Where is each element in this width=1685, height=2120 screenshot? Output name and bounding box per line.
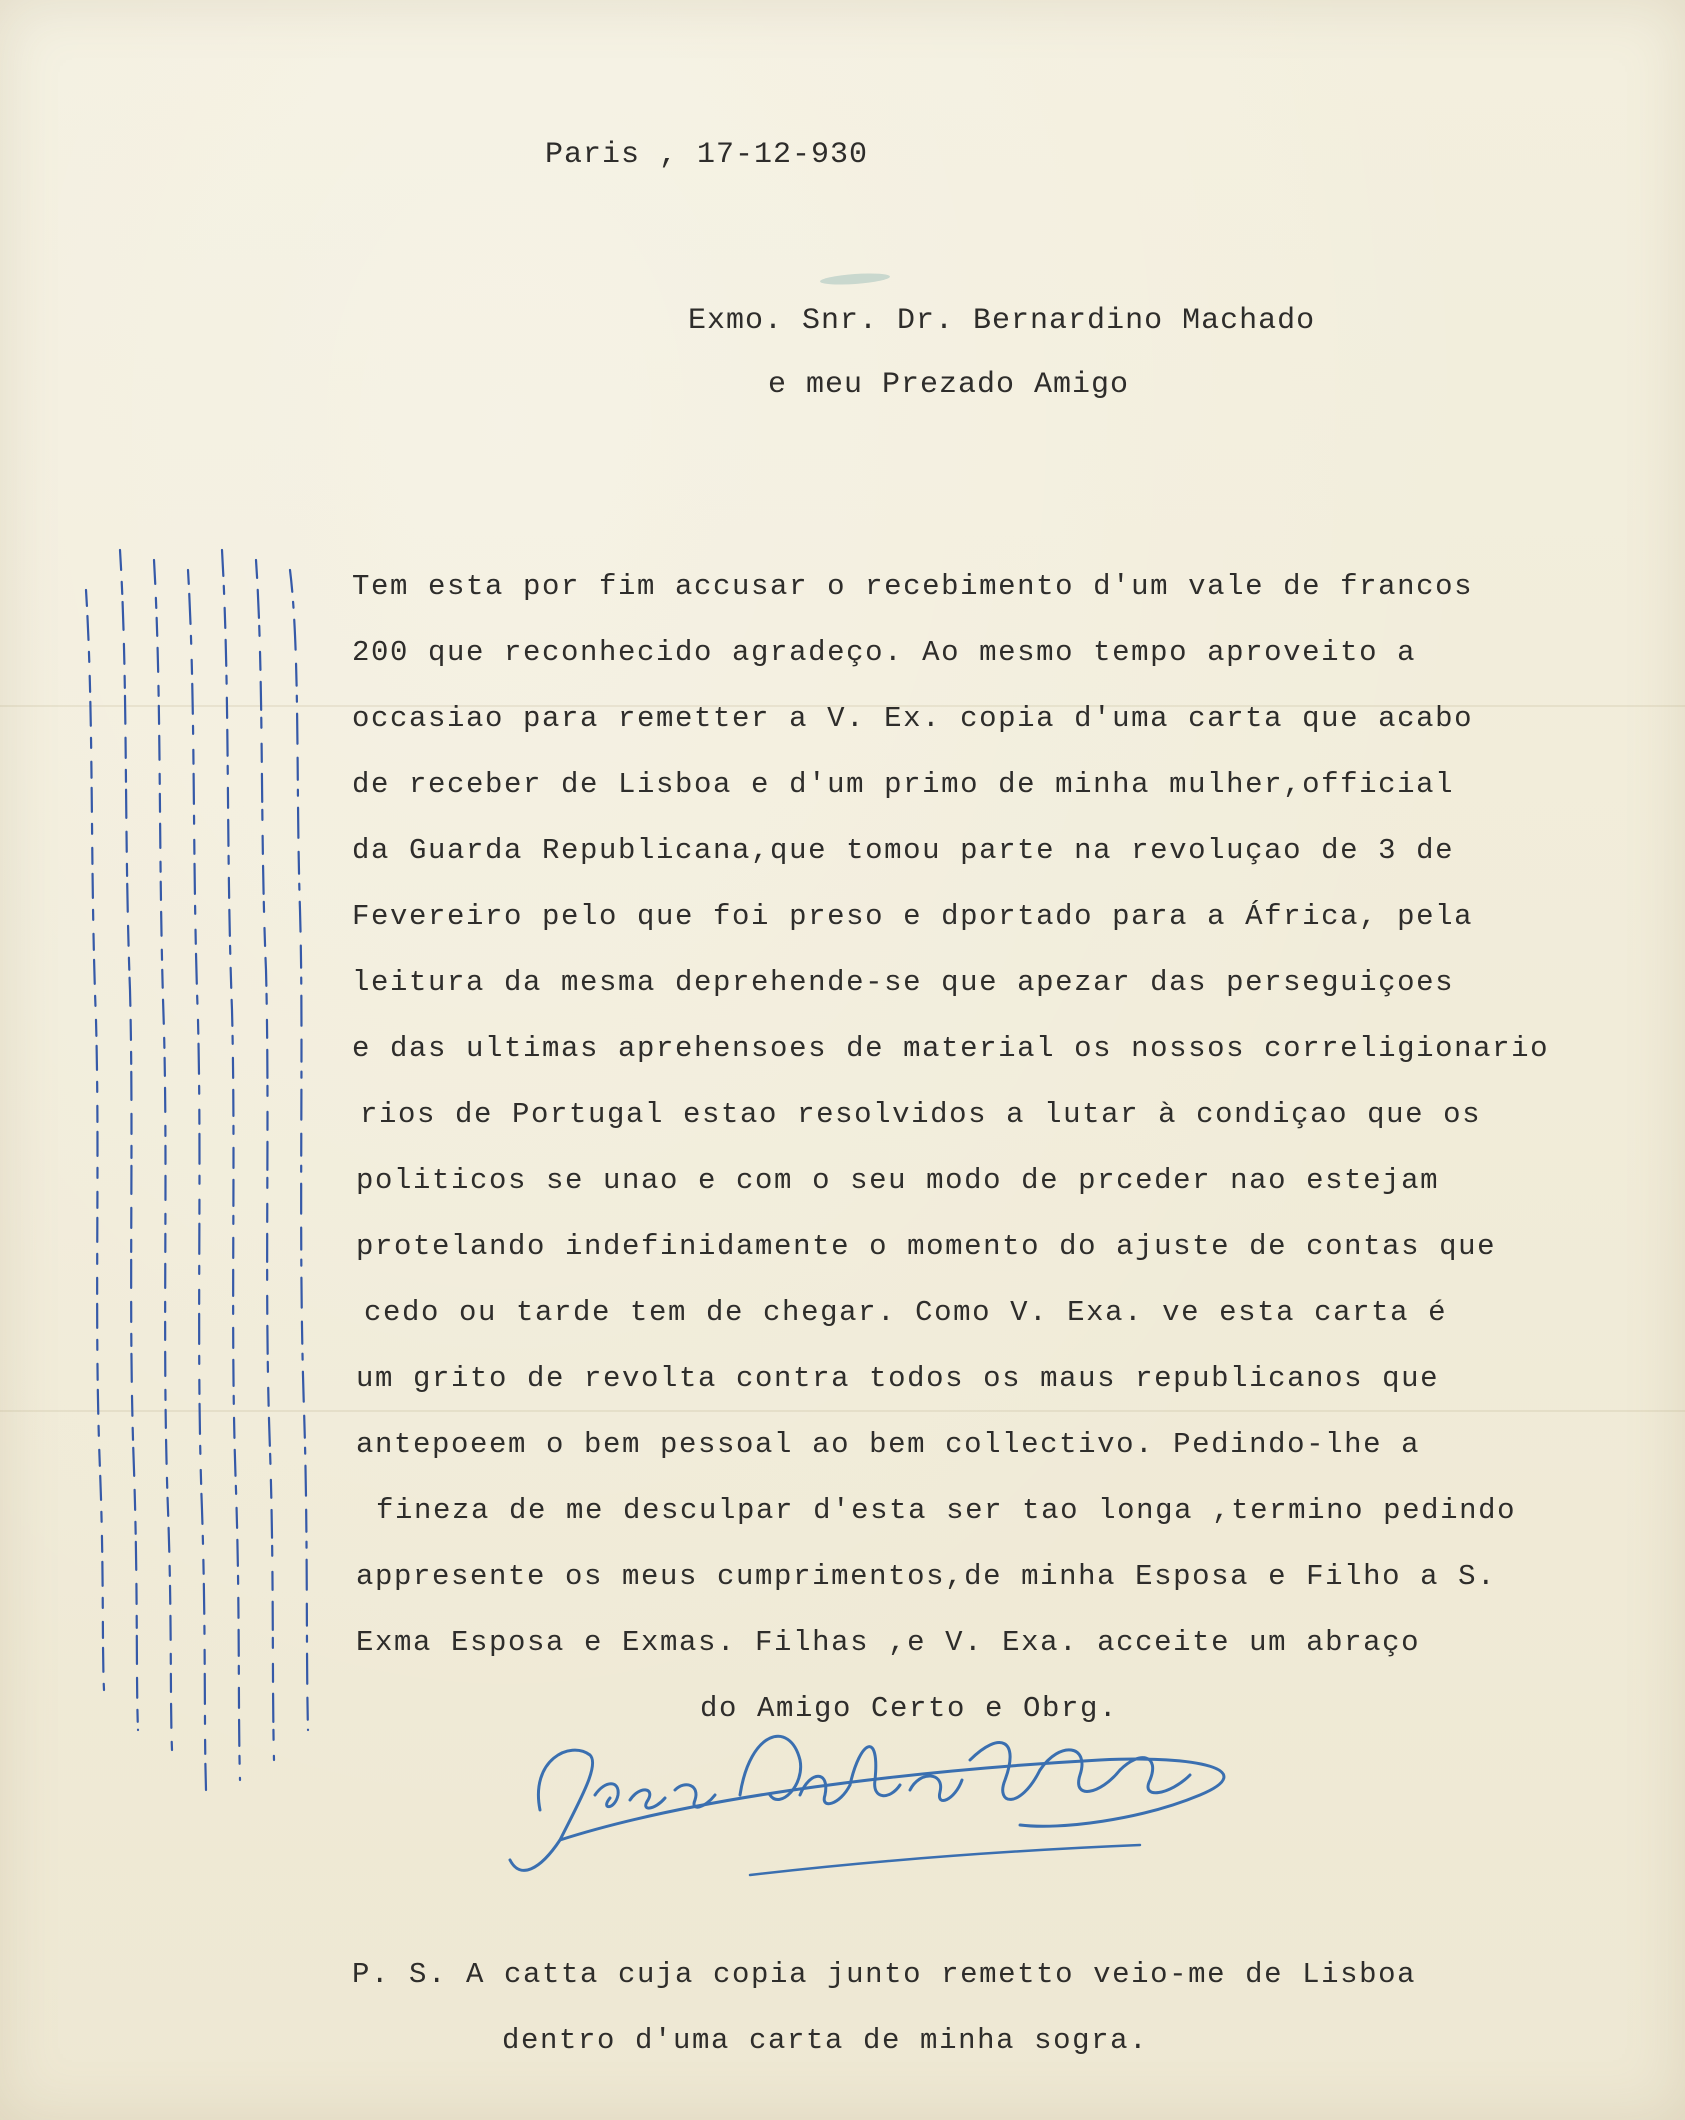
body-line: Fevereiro pelo que foi preso e dportado para a África, pela	[352, 900, 1474, 933]
body-line: antepoeem o bem pessoal ao bem collectivo. Pedindo-lhe a	[356, 1428, 1421, 1461]
body-line: Exma Esposa e Exmas. Filhas ,e V. Exa. acceite um abraço	[356, 1626, 1421, 1659]
body-line: 200 que reconhecido agradeço. Ao mesmo tempo aproveito a	[352, 636, 1417, 669]
body-line: e das ultimas aprehensoes de material os nossos correligionario	[352, 1032, 1550, 1065]
dateline: Paris , 17-12-930	[545, 138, 869, 172]
body-line: da Guarda Republicana,que tomou parte na revoluçao de 3 de	[352, 834, 1455, 867]
body-line: cedo ou tarde tem de chegar. Como V. Exa. ve esta carta é	[364, 1296, 1448, 1329]
postscript-line: dentro d'uma carta de minha sogra.	[502, 2024, 1149, 2057]
body-line: fineza de me desculpar d'esta ser tao longa ,termino pedindo	[376, 1494, 1517, 1527]
ink-stain	[820, 272, 891, 287]
body-line: appresente os meus cumprimentos,de minha Esposa e Filho a S.	[356, 1560, 1497, 1593]
body-line: Tem esta por fim accusar o recebimento d'um vale de francos	[352, 570, 1474, 603]
handwritten-margin-note	[60, 530, 320, 1810]
body-line: protelando indefinidamente o momento do ajuste de contas que	[356, 1230, 1497, 1263]
body-line: leitura da mesma deprehende-se que apezar das perseguiçoes	[352, 966, 1455, 999]
salutation-line: e meu Prezado Amigo	[768, 368, 1130, 402]
handwritten-signature	[500, 1700, 1320, 1900]
closing-line: do Amigo Certo e Obrg.	[700, 1692, 1119, 1725]
postscript-line: P. S. A catta cuja copia junto remetto veio-me de Lisboa	[352, 1958, 1417, 1991]
body-line: politicos se unao e com o seu modo de prceder nao estejam	[356, 1164, 1440, 1197]
body-line: um grito de revolta contra todos os maus republicanos que	[356, 1362, 1440, 1395]
body-line: occasiao para remetter a V. Ex. copia d'uma carta que acabo	[352, 702, 1474, 735]
body-line: rios de Portugal estao resolvidos a lutar à condiçao que os	[360, 1098, 1482, 1131]
salutation-line: Exmo. Snr. Dr. Bernardino Machado	[688, 304, 1316, 338]
body-line: de receber de Lisboa e d'um primo de minha mulher,official	[352, 768, 1455, 801]
